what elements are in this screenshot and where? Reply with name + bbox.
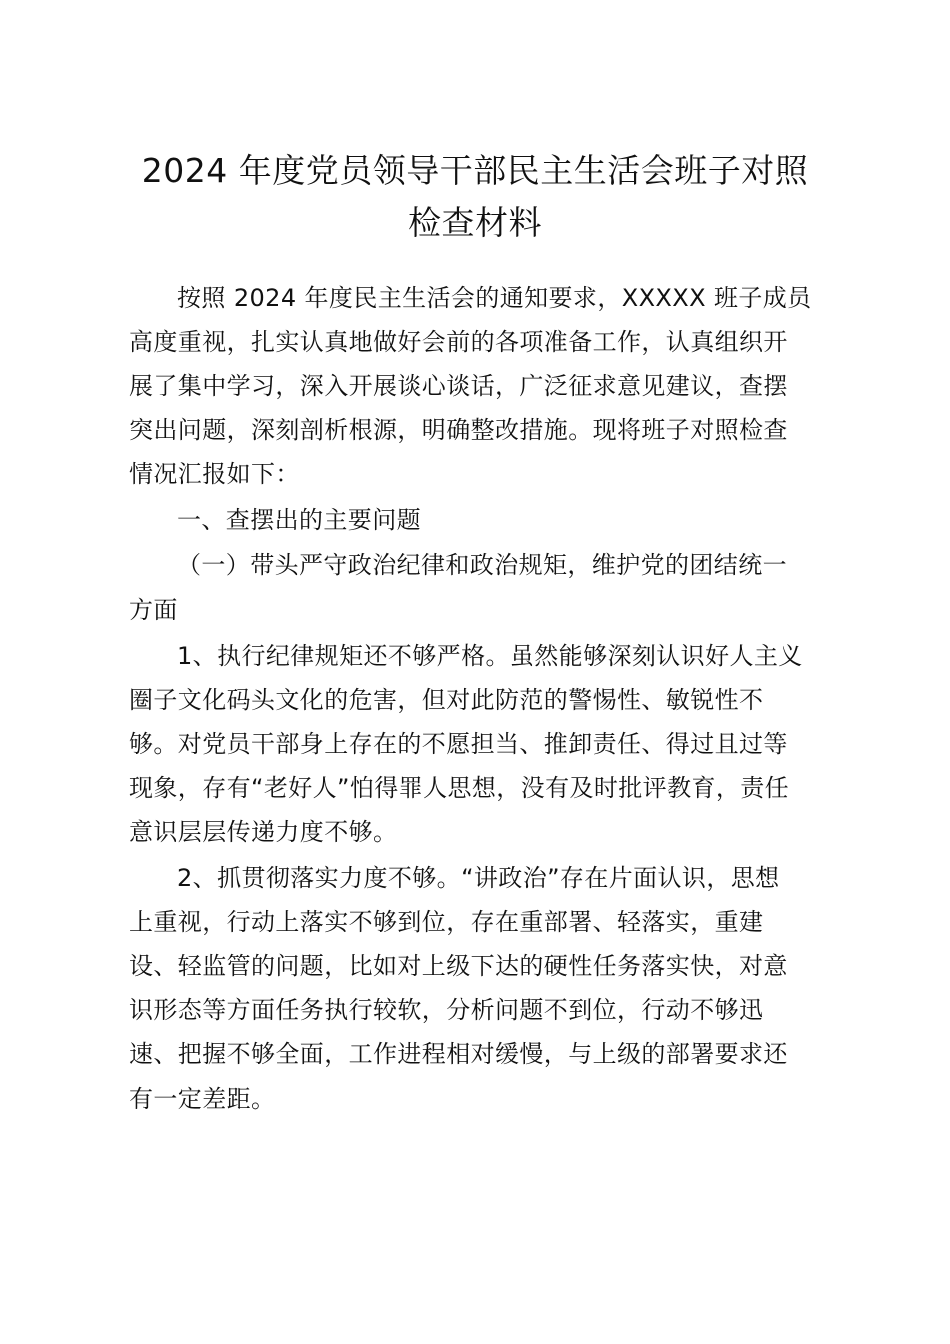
document-title-line-2: 检查材料 [408, 203, 542, 242]
document-title-line-1: 2024 年度党员领导干部民主生活会班子对照 [141, 151, 809, 190]
body-line: 1、执行纪律规矩还不够严格。虽然能够深刻认识好人主义 [177, 642, 803, 670]
body-line: 识形态等方面任务执行较软，分析问题不到位，行动不够迅 [129, 996, 764, 1024]
body-line: 现象，存有“老好人”怕得罪人思想，没有及时批评教育，责任 [129, 774, 790, 802]
body-line: 设、轻监管的问题，比如对上级下达的硬性任务落实快，对意 [129, 952, 788, 980]
body-line: 意识层层传递力度不够。 [129, 818, 398, 846]
body-line: 情况汇报如下： [129, 460, 300, 488]
body-line: 突出问题，深刻剖析根源，明确整改措施。现将班子对照检查 [129, 416, 788, 444]
subsection-heading-line-1: （一）带头严守政治纪律和政治规矩，维护党的团结统一 [177, 551, 787, 579]
body-line: 速、把握不够全面，工作进程相对缓慢，与上级的部署要求还 [129, 1040, 788, 1068]
section-heading: 一、查摆出的主要问题 [177, 506, 421, 534]
body-line: 按照 2024 年度民主生活会的通知要求，XXXXX 班子成员 [177, 284, 812, 312]
body-line: 高度重视，扎实认真地做好会前的各项准备工作，认真组织开 [129, 328, 788, 356]
body-line: 2、抓贯彻落实力度不够。“讲政治”存在片面认识，思想 [177, 864, 780, 892]
body-line: 有一定差距。 [129, 1085, 276, 1113]
subsection-heading-line-2: 方面 [129, 596, 178, 624]
body-line: 圈子文化码头文化的危害，但对此防范的警惕性、敏锐性不 [129, 686, 764, 714]
body-line: 上重视，行动上落实不够到位，存在重部署、轻落实，重建 [129, 908, 764, 936]
body-line: 展了集中学习，深入开展谈心谈话，广泛征求意见建议，查摆 [129, 372, 788, 400]
body-line: 够。对党员干部身上存在的不愿担当、推卸责任、得过且过等 [129, 730, 788, 758]
